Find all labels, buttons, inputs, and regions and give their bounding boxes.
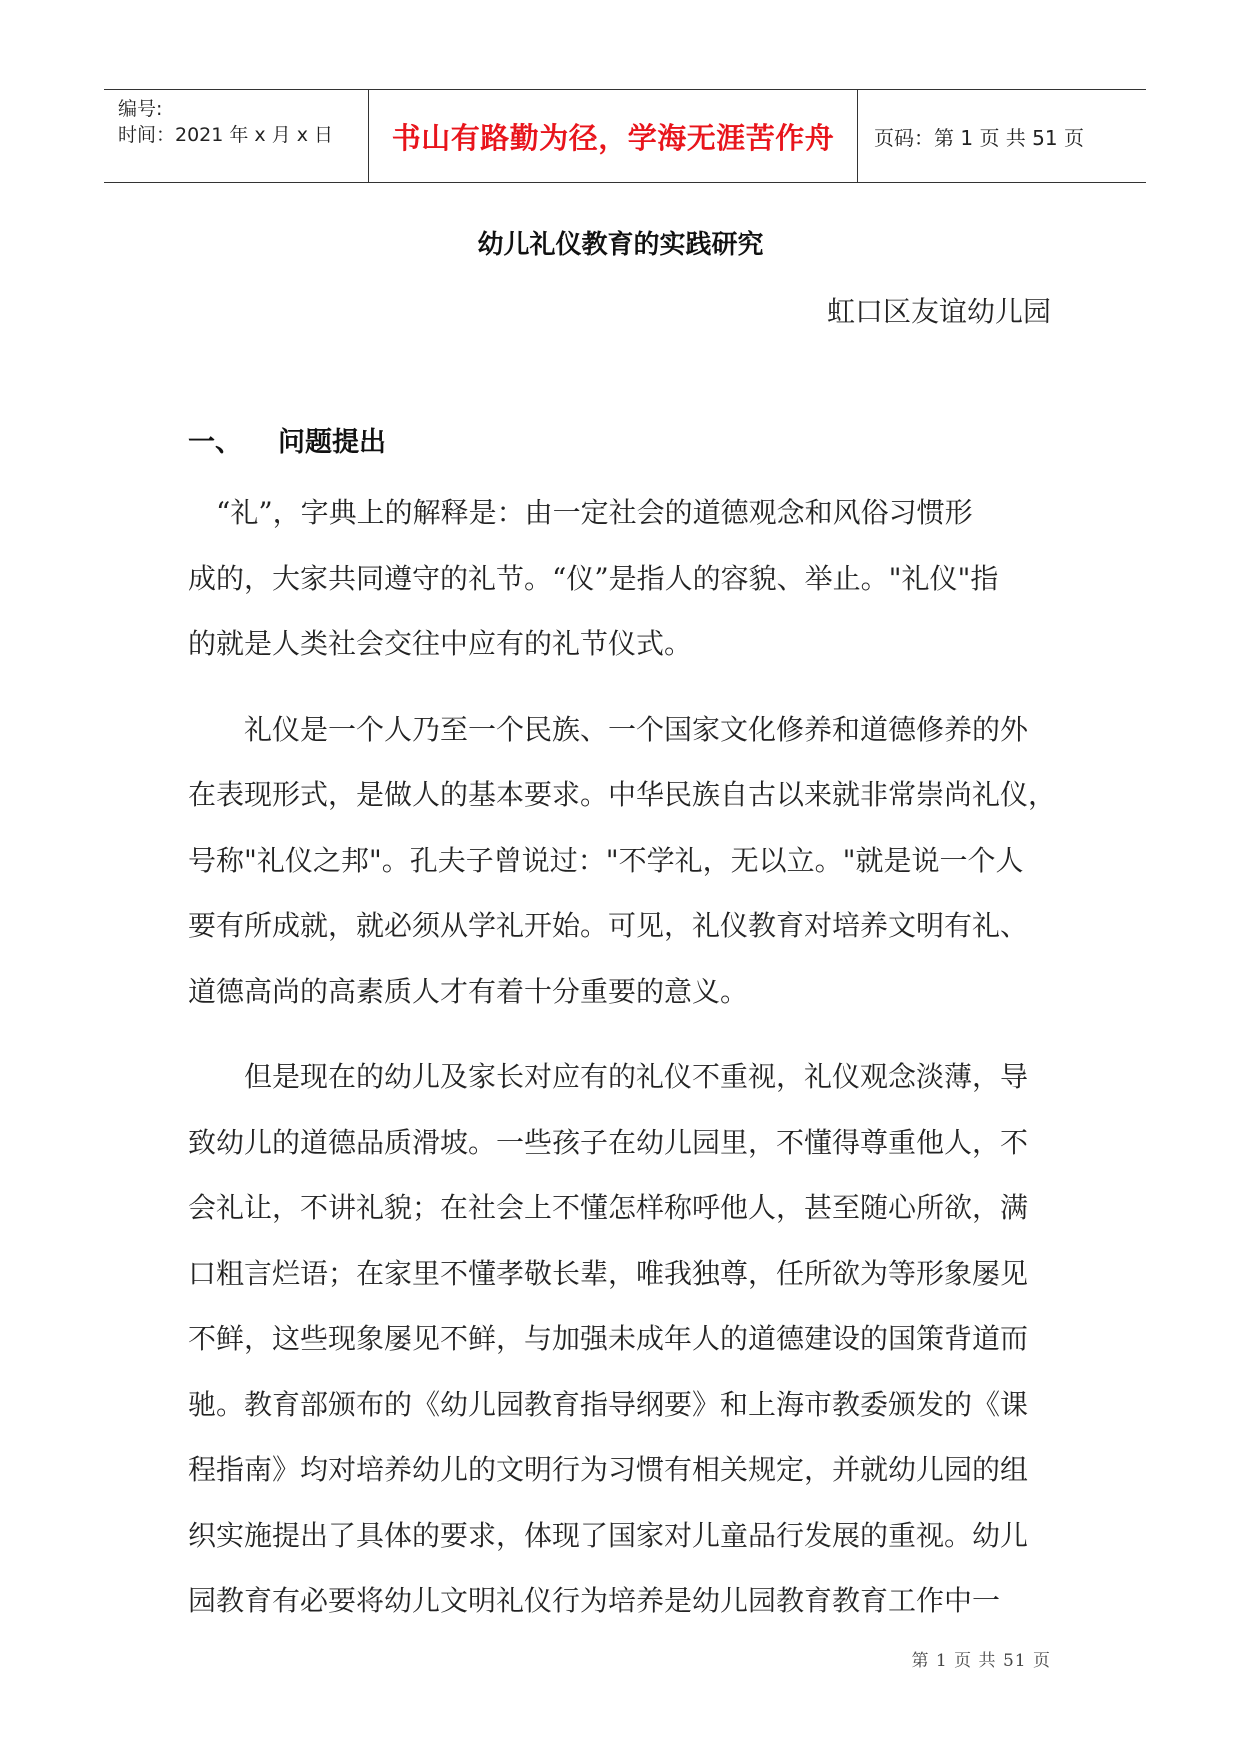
header-motto: 书山有路勤为径，学海无涯苦作舟 [391, 120, 835, 155]
header-motto-cell [368, 90, 858, 182]
text-line: 园教育有必要将幼儿文明礼仪行为培养是幼儿园教育教育工作中一 [188, 1584, 1001, 1617]
paragraph [188, 1044, 1068, 1634]
document-author: 虹口区友谊幼儿园 [826, 295, 1051, 328]
text-line: 的就是人类社会交往中应有的礼节仪式。 [188, 627, 693, 660]
document-body [188, 480, 1068, 1634]
header-info-cell [104, 90, 368, 182]
text-line: 要有所成就，就必须从学礼开始。可见，礼仪教育对培养文明有礼、 [188, 909, 1029, 942]
header-page-number: 页码：第 1 页 共 51 页 [874, 125, 1084, 150]
text-line: 程指南》均对培养幼儿的文明行为习惯有相关规定，并就幼儿园的组 [188, 1453, 1029, 1486]
text-line: 会礼让，不讲礼貌；在社会上不懂怎样称呼他人，甚至随心所欲，满 [188, 1191, 1029, 1224]
text-line: 不鲜，这些现象屡见不鲜，与加强未成年人的道德建设的国策背道而 [188, 1322, 1029, 1355]
text-line: 道德高尚的高素质人才有着十分重要的意义。 [188, 974, 749, 1008]
text-line: 织实施提出了具体的要求，体现了国家对儿童品行发展的重视。幼儿 [188, 1518, 1029, 1552]
text-line: 但是现在的幼儿及家长对应有的礼仪不重视，礼仪观念淡薄，导 [188, 1060, 1029, 1093]
header-page-cell [858, 90, 1146, 182]
paragraph [188, 480, 1068, 677]
document-date-label: 时间：2021 年 x 月 x 日 [118, 124, 334, 146]
text-line: 致幼儿的道德品质滑坡。一些孩子在幼儿园里，不懂得尊重他人，不 [188, 1125, 1029, 1159]
text-line: 成的，大家共同遵守的礼节。“仪”是指人的容貌、举止。"礼仪"指 [188, 561, 999, 595]
text-line: “礼”，字典上的解释是：由一定社会的道德观念和风俗习惯形 [188, 496, 973, 529]
page-footer: 第 1 页 共 51 页 [911, 1651, 1051, 1671]
document-number-label: 编号: [118, 98, 163, 120]
text-line: 在表现形式，是做人的基本要求。中华民族自古以来就非常崇尚礼仪， [188, 778, 1057, 811]
document-title: 幼儿礼仪教育的实践研究 [477, 230, 764, 260]
section-heading [188, 420, 386, 459]
section-title: 问题提出 [278, 427, 386, 458]
paragraph [188, 697, 1068, 1025]
text-line: 礼仪是一个人乃至一个民族、一个国家文化修养和道德修养的外 [188, 712, 1029, 746]
text-line: 口粗言烂语；在家里不懂孝敬长辈，唯我独尊，任所欲为等形象屡见 [188, 1256, 1029, 1290]
text-line: 驰。教育部颁布的《幼儿园教育指导纲要》和上海市教委颁发的《课 [188, 1387, 1029, 1421]
page-header [104, 89, 1146, 183]
text-line: 号称"礼仪之邦"。孔夫子曾说过："不学礼，无以立。"就是说一个人 [188, 843, 1024, 877]
section-number: 一、 [188, 427, 242, 458]
